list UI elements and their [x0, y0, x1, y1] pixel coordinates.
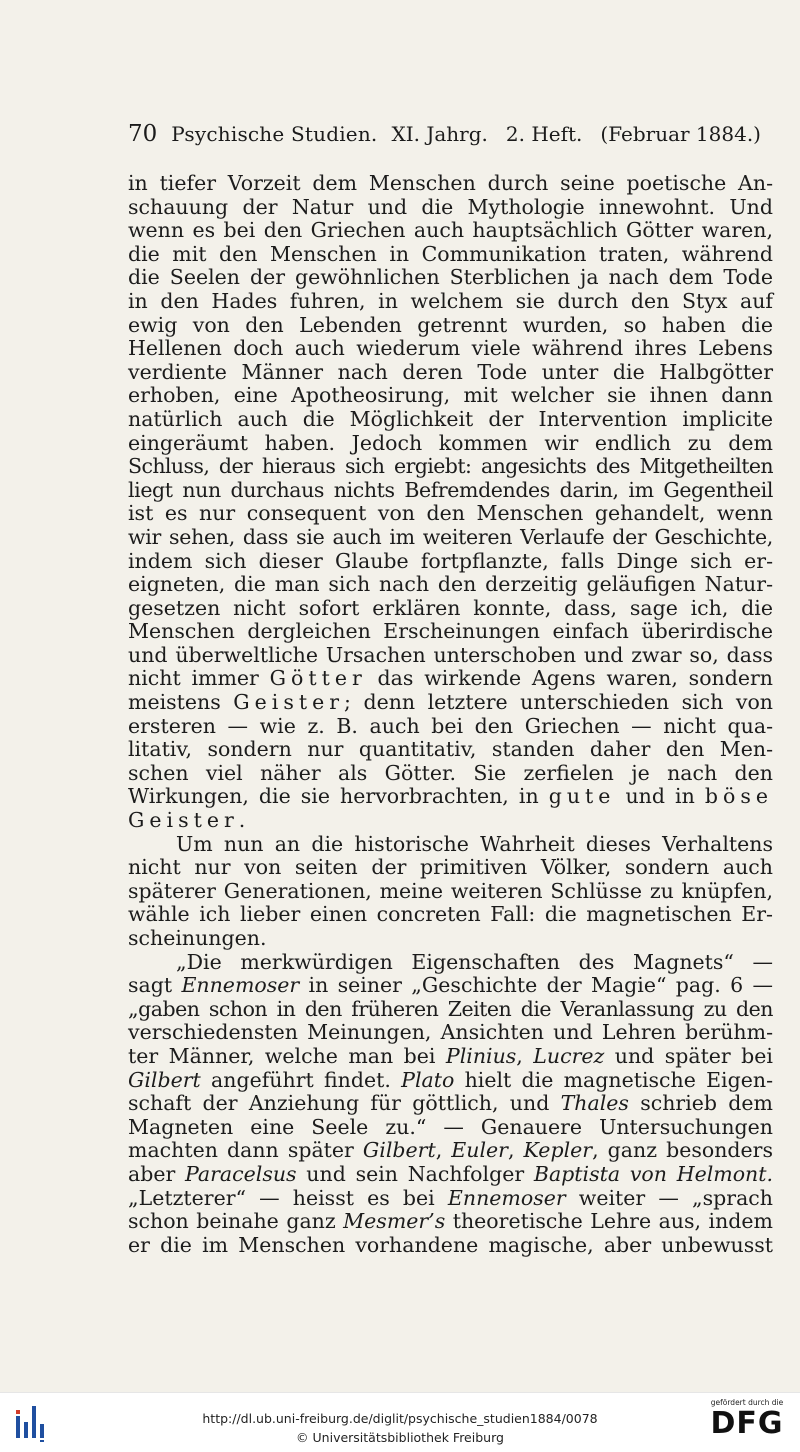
text-line: liegt nun durchaus nichts Befremdendes darin, im Gegentheil	[128, 477, 773, 502]
text-run: theoretische Lehre aus, indem	[445, 1209, 773, 1234]
text-run: in seiner „Geschichte der Magie“ pag. 6 —	[299, 973, 773, 998]
text-run: aber	[128, 1161, 186, 1186]
text-line: in tiefer Vorzeit dem Menschen durch seine poetische An-	[128, 171, 773, 195]
text-line	[128, 1210, 773, 1234]
text-line: wir sehen, dass sie auch im weiteren Verlaufe der Geschichte,	[128, 524, 773, 549]
text-line	[128, 785, 773, 809]
text-line: scheinungen.	[128, 926, 267, 950]
text-line	[128, 1187, 773, 1211]
text-line: Um nun an die historische Wahrheit dieses Verhaltens	[176, 831, 773, 856]
text-line: er die im Menschen vorhandene magische, aber unbewusst	[128, 1232, 773, 1257]
text-line: ewig von den Lebenden getrennt wurden, so haben die	[128, 312, 773, 337]
text-line: schauung der Natur und die Mythologie innewohnt. Und	[128, 194, 773, 219]
text-line: Menschen dergleichen Erscheinungen einfach überirdische	[128, 619, 773, 644]
text-line	[128, 809, 773, 833]
text-line: späterer Generationen, meine weiteren Schlüsse zu knüpfen,	[128, 878, 773, 903]
text-run: machten dann später	[128, 1138, 363, 1163]
text-line: die Seelen der gewöhnlichen Sterblichen ja nach dem Tode	[128, 265, 773, 290]
author-name: Plato	[401, 1067, 455, 1092]
text-line: wenn es bei den Griechen auch hauptsächlich Götter waren,	[128, 218, 773, 243]
text-line: schen viel näher als Götter. Sie zerfielen je nach den	[128, 760, 773, 785]
text-run: „Letzterer“ — heisst es bei	[128, 1185, 448, 1210]
text-line: ersteren — wie z. B. auch bei den Griechen — nicht qua-	[128, 713, 773, 738]
text-line	[128, 974, 773, 998]
author-name: Plinius	[445, 1043, 517, 1068]
author-name: Gilbert	[362, 1138, 436, 1163]
dfg-logo	[704, 1398, 790, 1446]
spaced-word: Götter	[269, 666, 367, 691]
text-run: sagt	[128, 973, 182, 998]
text-run: schrieb dem	[628, 1091, 773, 1116]
viewer-footer	[0, 1392, 800, 1452]
text-run: und sein Nachfolger	[296, 1161, 534, 1186]
author-name: Gilbert	[128, 1067, 201, 1092]
spaced-word: gute	[548, 784, 616, 809]
journal-title: Psychische Studien.	[171, 122, 378, 146]
text-run: .	[238, 808, 246, 833]
text-line: Magneten eine Seele zu.“ — Genauere Untersuchungen	[128, 1114, 773, 1139]
spaced-word: böse	[704, 784, 773, 809]
running-header	[128, 120, 772, 148]
text-line: verschiedensten Meinungen, Ansichten und Lehren berühm-	[128, 1020, 773, 1045]
author-name: Thales	[560, 1091, 629, 1116]
text-line: „Die merkwürdigen Eigenschaften des Magnets“ —	[176, 949, 773, 974]
text-line: eingeräumt haben. Jedoch kommen wir endlich zu dem	[128, 430, 773, 455]
spaced-word: Geister	[128, 808, 239, 833]
author-name: Kepler	[523, 1138, 593, 1163]
text-line	[128, 1069, 773, 1093]
text-line: die mit den Menschen in Communikation traten, während	[128, 241, 773, 266]
text-run: , ganz besonders	[592, 1138, 773, 1163]
text-run: Wirkungen, die sie hervorbrachten, in	[128, 784, 549, 809]
text-line: ist es nur consequent von den Menschen gehandelt, wenn	[128, 501, 773, 526]
text-run: ; denn letztere unterschieden sich von	[344, 690, 773, 715]
copyright-notice: © Universitätsbibliothek Freiburg	[296, 1430, 504, 1445]
text-run: angeführt findet.	[200, 1067, 402, 1092]
text-run: schon beinahe ganz	[128, 1209, 344, 1234]
text-line	[128, 1139, 773, 1163]
text-run: ,	[435, 1138, 452, 1163]
author-name: Mesmer’s	[343, 1209, 446, 1234]
text-line	[128, 1092, 773, 1116]
text-run: hielt die magnetische Eigen-	[454, 1067, 773, 1092]
text-line: „gaben schon in den früheren Zeiten die Veranlassung zu den	[128, 996, 773, 1021]
page-number: 70	[128, 121, 158, 147]
text-line	[128, 667, 773, 691]
funding-caption: gefördert durch die	[710, 1398, 784, 1407]
text-run: und später bei	[604, 1043, 773, 1068]
text-run: weiter — „sprach	[565, 1185, 773, 1210]
text-run: das wirkende Agens waren, sondern	[366, 666, 773, 691]
volume-label: XI. Jahrg.	[391, 122, 488, 146]
author-name: Ennemoser	[447, 1185, 566, 1210]
text-line: indem sich dieser Glaube fortpflanzte, falls Dinge sich er-	[128, 548, 773, 573]
text-run: schaft der Anziehung für göttlich, und	[128, 1091, 561, 1116]
author-name: Lucrez	[533, 1043, 605, 1068]
text-line: in den Hades fuhren, in welchem sie durch den Styx auf	[128, 288, 773, 313]
text-line: eigneten, die man sich nach den derzeitig geläufigen Natur-	[128, 572, 773, 597]
text-line: erhoben, eine Apotheosirung, mit welcher sie ihnen dann	[128, 383, 773, 408]
dfg-wordmark: DFG	[710, 1406, 784, 1441]
text-run: meistens	[128, 690, 234, 715]
issue-date: (Februar 1884.)	[600, 122, 761, 146]
issue-label: 2. Heft.	[505, 122, 583, 146]
text-line: und überweltliche Ursachen unterschoben und zwar so, dass	[128, 642, 773, 667]
author-name: Euler	[451, 1138, 508, 1163]
text-line	[128, 1045, 773, 1069]
text-run: ,	[507, 1138, 524, 1163]
library-logo-icon	[14, 1402, 50, 1444]
body-text	[128, 172, 773, 1257]
text-line: litativ, sondern nur quantitativ, standen daher den Men-	[128, 737, 773, 762]
text-line: nicht nur von seiten der primitiven Völker, sondern auch	[128, 855, 773, 880]
text-run: und in	[615, 784, 705, 809]
text-line: natürlich auch die Möglichkeit der Intervention implicite	[128, 406, 773, 431]
text-line: verdiente Männer nach deren Tode unter die Halbgötter	[128, 359, 773, 384]
text-line: gesetzen nicht sofort erklären konnte, dass, sage ich, die	[128, 595, 773, 620]
text-run: nicht immer	[128, 666, 270, 691]
text-line	[128, 691, 773, 715]
text-line: Hellenen doch auch wiederum viele während ihres Lebens	[128, 336, 773, 361]
author-name: Ennemoser	[181, 973, 300, 998]
text-line: Schluss, der hieraus sich ergiebt: angesichts des Mitgetheilten	[128, 454, 773, 479]
spaced-word: Geister	[233, 690, 345, 715]
author-name: Paracelsus	[185, 1161, 297, 1186]
permalink-url[interactable]: http://dl.ub.uni-freiburg.de/diglit/psychische_studien1884/0078	[202, 1411, 598, 1426]
text-line	[128, 1163, 773, 1187]
text-run: ter Männer, welche man bei	[128, 1043, 446, 1068]
text-line: wähle ich lieber einen concreten Fall: die magnetischen Er-	[128, 902, 773, 927]
author-name: Baptista von Helmont.	[533, 1161, 774, 1186]
text-run: ,	[516, 1043, 534, 1068]
